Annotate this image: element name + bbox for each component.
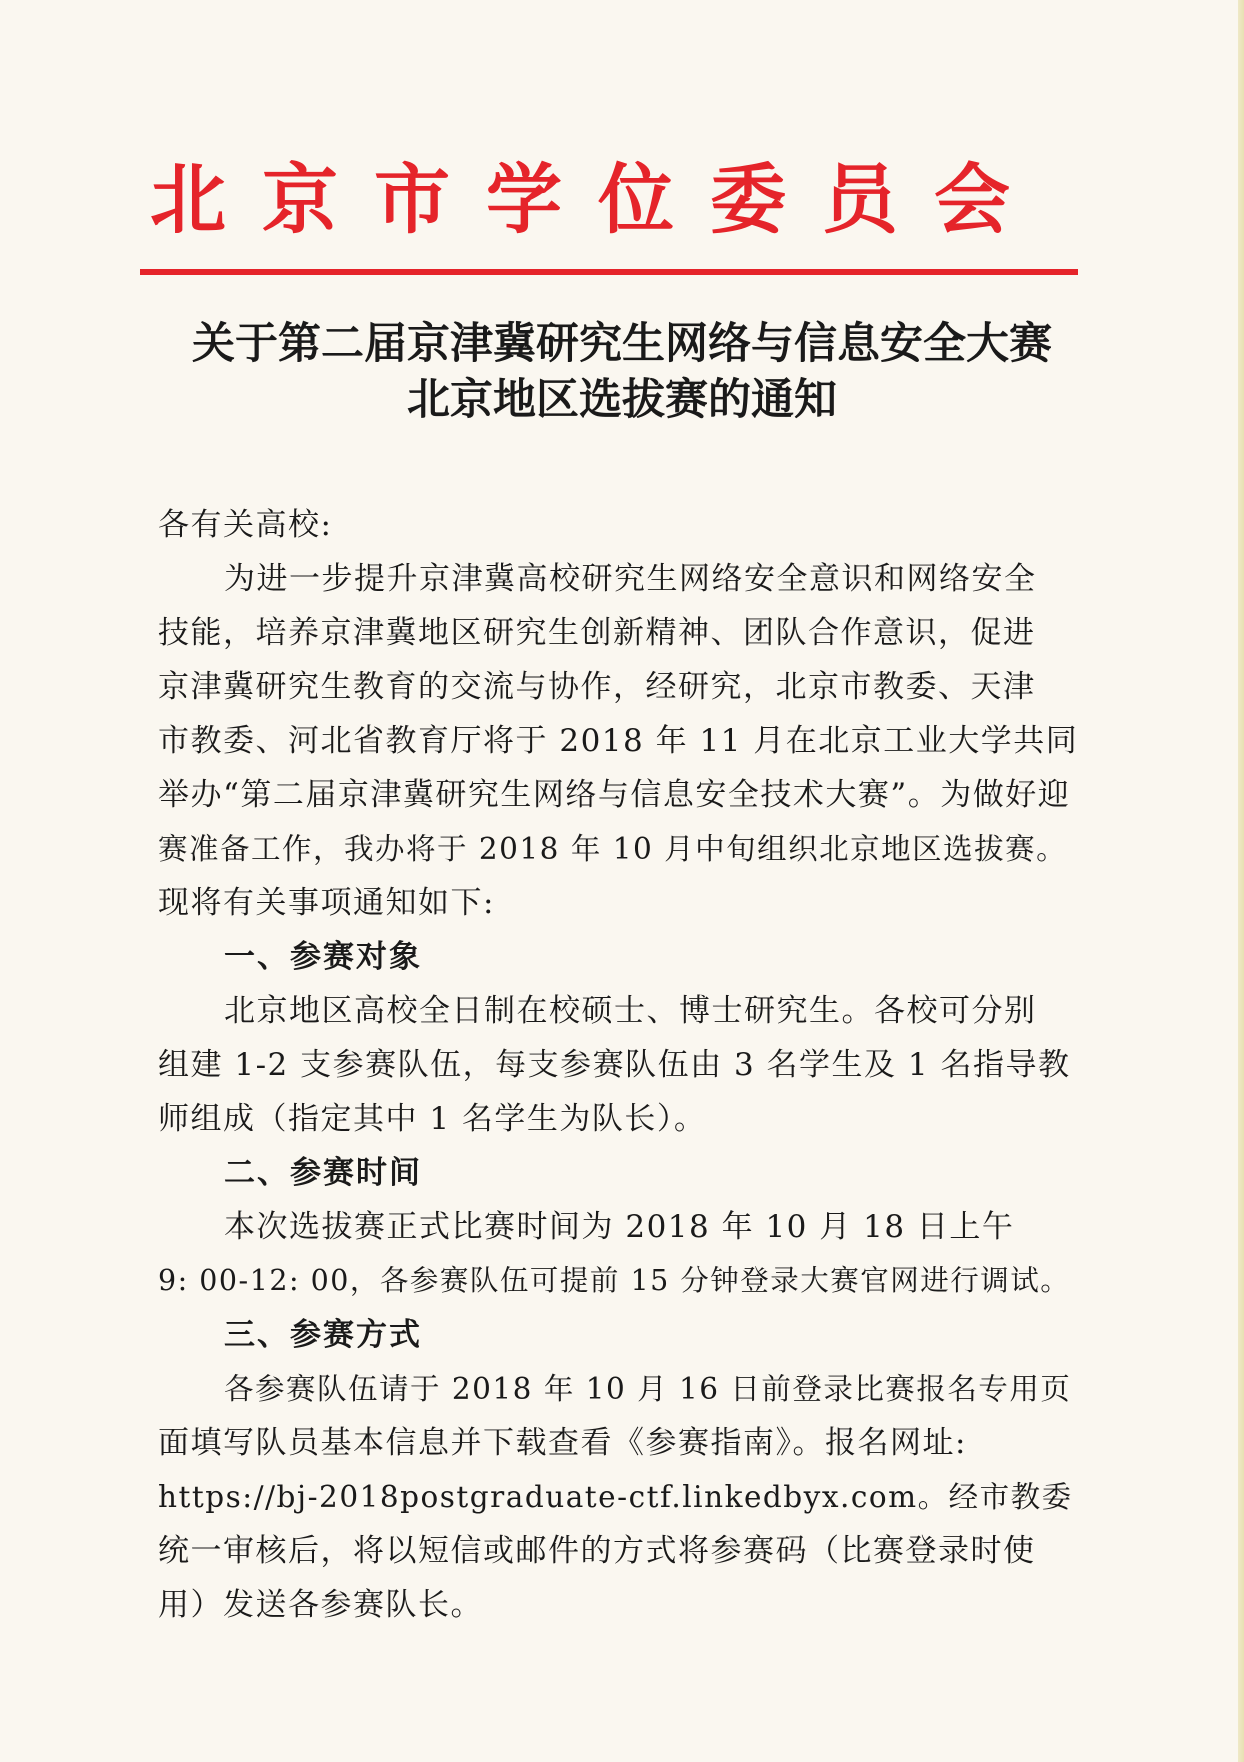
paragraph-line: 技能，培养京津冀地区研究生创新精神、团队合作意识，促进 (158, 615, 1036, 651)
salutation: 各有关高校: (158, 507, 333, 543)
section-heading-participants: 一、参赛对象 (224, 939, 422, 975)
paragraph-line: 9: 00-12: 00，各参赛队伍可提前 15 分钟登录大赛官网进行调试。 (158, 1264, 1071, 1297)
section-heading-method: 三、参赛方式 (224, 1317, 422, 1353)
paragraph-line: 面填写队员基本信息并下载查看《参赛指南》。报名网址: (158, 1425, 967, 1461)
paragraph-line: 组建 1-2 支参赛队伍，每支参赛队伍由 3 名学生及 1 名指导教 (158, 1047, 1071, 1083)
document-title (100, 316, 1144, 428)
paragraph-line: 各参赛队伍请于 2018 年 10 月 16 日前登录比赛报名专用页 (224, 1372, 1072, 1406)
paragraph-line: 京津冀研究生教育的交流与协作，经研究，北京市教委、天津 (158, 669, 1036, 705)
section-heading-time: 二、参赛时间 (224, 1155, 422, 1191)
paragraph-line: 统一审核后，将以短信或邮件的方式将参赛码（比赛登录时使 (158, 1533, 1036, 1569)
paragraph-line: 市教委、河北省教育厅将于 2018 年 11 月在北京工业大学共同 (158, 723, 1079, 759)
paragraph-line: 本次选拔赛正式比赛时间为 2018 年 10 月 18 日上午 (224, 1209, 1015, 1245)
paragraph-line: 北京地区高校全日制在校硕士、博士研究生。各校可分别 (224, 993, 1037, 1029)
red-divider-line (140, 269, 1078, 275)
paragraph-line: 赛准备工作，我办将于 2018 年 10 月中旬组织北京地区选拔赛。 (158, 832, 1068, 866)
paragraph-line: 现将有关事项通知如下: (158, 885, 495, 921)
title-line-1: 关于第二届京津冀研究生网络与信息安全大赛 (192, 319, 1052, 369)
page-edge (1238, 0, 1244, 1762)
org-name: 北京市学位委员会 (150, 155, 1046, 244)
paragraph-line: 举办“第二届京津冀研究生网络与信息安全技术大赛”。为做好迎 (158, 777, 1071, 813)
paragraph-line: 师组成（指定其中 1 名学生为队长）。 (158, 1101, 707, 1137)
title-line-2: 北京地区选拔赛的通知 (407, 375, 837, 425)
document-body (158, 498, 1078, 1632)
paragraph-line: 为进一步提升京津冀高校研究生网络安全意识和网络安全 (224, 561, 1037, 597)
registration-url-line: https://bj-2018postgraduate-ctf.linkedbyx.com。经市教委 (158, 1480, 1073, 1514)
paragraph-line: 用）发送各参赛队长。 (158, 1587, 483, 1623)
letterhead (150, 150, 1050, 260)
